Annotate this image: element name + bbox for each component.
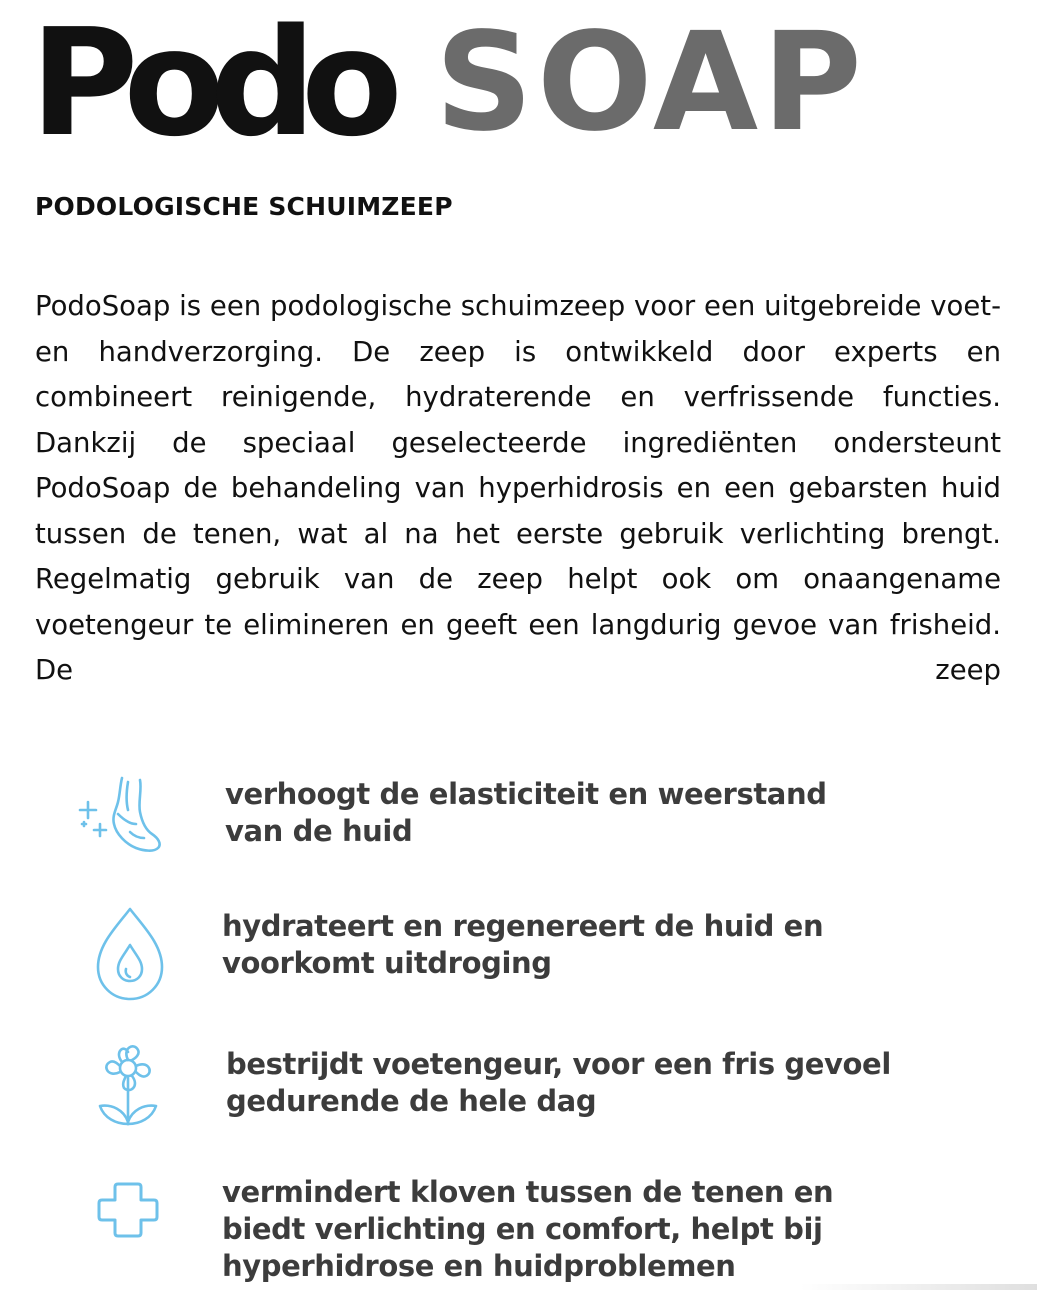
benefit-text: vermindert kloven tussen de tenen en biedt verlichting en comfort, helpt bij hyperhidrose en huidproblemen xyxy=(222,1175,834,1283)
bottom-edge-shadow xyxy=(800,1284,1037,1290)
product-subtitle: PODOLOGISCHE SCHUIMZEEP xyxy=(35,192,453,221)
water-drop-icon xyxy=(70,903,170,1003)
foot-sparkle-icon xyxy=(70,772,170,872)
benefit-text: hydrateert en regenereert de huid en voorkomt uitdroging xyxy=(222,909,824,980)
benefit-text: bestrijdt voetengeur, voor een fris gevoel gedurende de hele dag xyxy=(226,1047,891,1118)
medical-cross-icon xyxy=(70,1170,170,1270)
benefit-text: verhoogt de elasticiteit en weerstand van de huid xyxy=(225,777,827,848)
product-description: PodoSoap is een podologische schuimzeep voor een uitgebreide voet- en handverzorging. De zeep is ontwikkeld door experts en combineert reinigende, hydraterende en verfrissende functies. Dankzij de speciaal geselecteerde ingrediënten ondersteunt PodoSoap de behandeling van hyperhidrosis en een gebarsten huid tussen de tenen, wat al na het eerste gebruik verlichting brengt. Regelmatig gebruik van de zeep helpt ook om onaangename voetengeur te elimineren en geeft een langdurig gevoe van frisheid. De zeep xyxy=(35,290,1001,686)
flower-icon xyxy=(70,1038,170,1138)
brand-name-podo: Podo xyxy=(30,0,388,169)
brand-name-soap: SOAP xyxy=(435,4,866,162)
